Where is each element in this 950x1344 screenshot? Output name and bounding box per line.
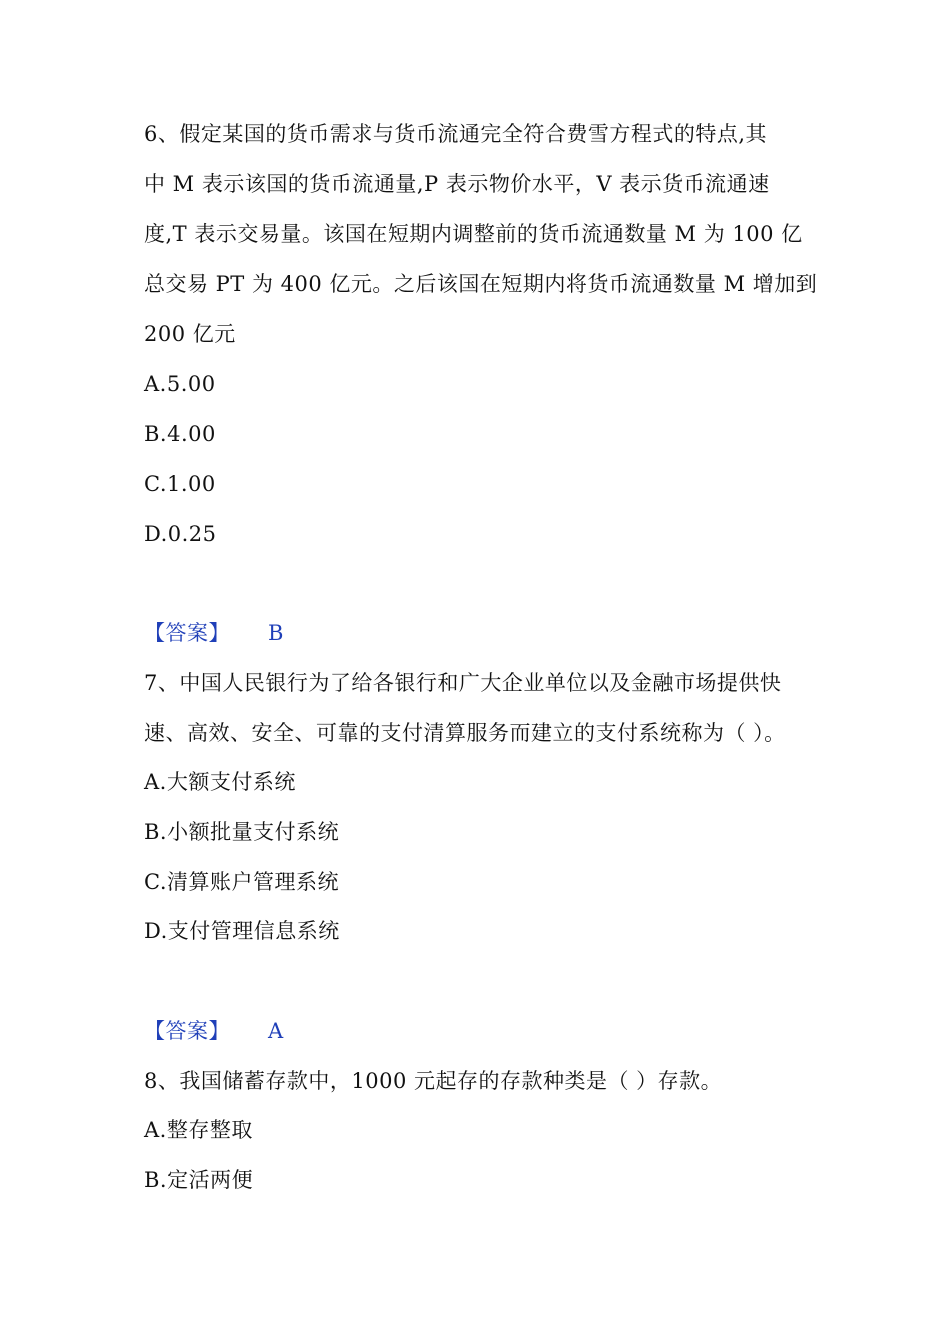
- answer-value: B: [268, 621, 284, 645]
- question-6-stem-line-4: 总交易 PT 为 400 亿元。之后该国在短期内将货币流通数量 M 增加到: [144, 272, 818, 296]
- question-8-stem-line-1: 8、我国储蓄存款中，1000 元起存的存款种类是（ ）存款。: [144, 1069, 723, 1093]
- question-6-stem-line-3: 度,T 表示交易量。该国在短期内调整前的货币流通数量 M 为 100 亿: [144, 222, 803, 246]
- question-6-stem-line-2: 中 M 表示该国的货币流通量,P 表示物价水平，V 表示货币流通速: [144, 172, 770, 196]
- question-6-option-d: D.0.25: [144, 522, 217, 546]
- question-6-option-c: C.1.00: [144, 472, 216, 496]
- question-7-option-c: C.清算账户管理系统: [144, 870, 339, 894]
- question-6-option-b: B.4.00: [144, 422, 216, 446]
- question-6-answer: [144, 619, 284, 647]
- question-7-stem-line-2: 速、高效、安全、可靠的支付清算服务而建立的支付系统称为（ ）。: [144, 721, 786, 745]
- answer-label: 【答案】: [144, 1019, 230, 1043]
- question-7-option-d: D.支付管理信息系统: [144, 919, 340, 943]
- question-6-stem-line-5: 200 亿元: [144, 322, 236, 346]
- question-8-option-b: B.定活两便: [144, 1168, 254, 1192]
- question-6-option-a: A.5.00: [144, 372, 216, 396]
- question-6-stem-line-1: 6、假定某国的货币需求与货币流通完全符合费雪方程式的特点,其: [144, 122, 768, 146]
- question-7-stem-line-1: 7、中国人民银行为了给各银行和广大企业单位以及金融市场提供快: [144, 671, 782, 695]
- question-7-option-a: A.大额支付系统: [144, 770, 296, 794]
- question-8-option-a: A.整存整取: [144, 1118, 253, 1142]
- answer-label: 【答案】: [144, 621, 230, 645]
- question-7-answer: [144, 1017, 284, 1045]
- answer-value: A: [268, 1019, 284, 1043]
- question-7-option-b: B.小额批量支付系统: [144, 820, 340, 844]
